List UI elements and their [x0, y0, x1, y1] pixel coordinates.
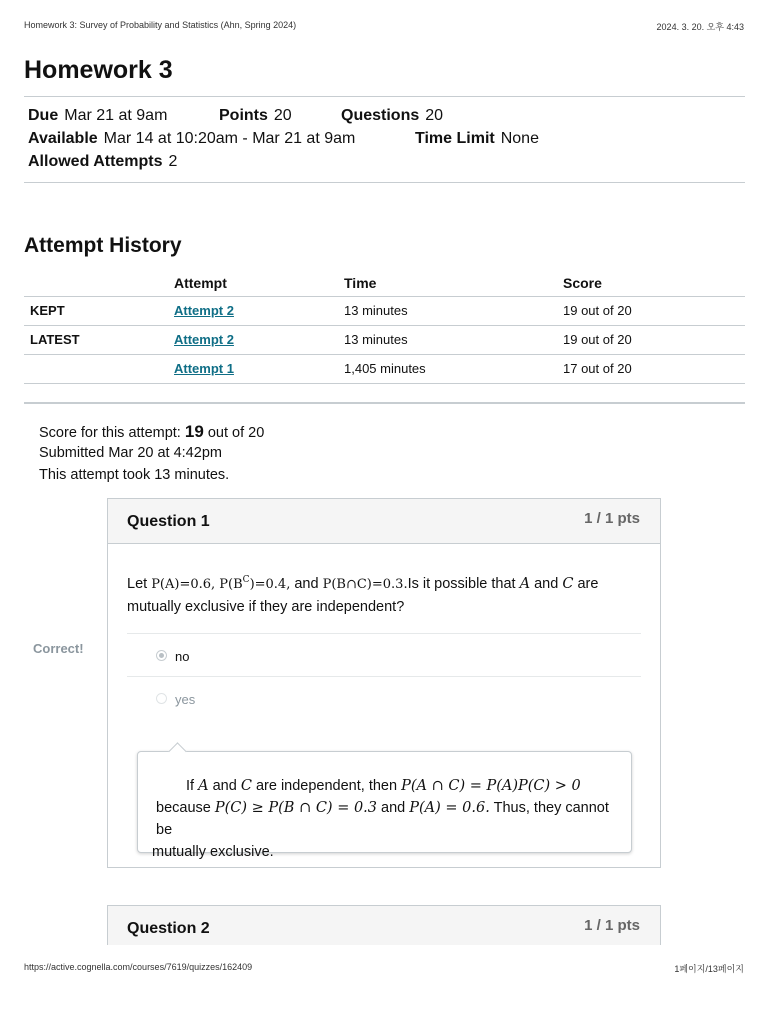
comment-text: Thus, they cannot be	[156, 800, 609, 838]
question-title: Question 1	[127, 513, 210, 530]
question-title: Question 2	[127, 920, 210, 937]
time-limit-label: Time Limit	[415, 130, 495, 147]
math-expression: P(A)=0.6, P(B	[151, 576, 243, 592]
answer-option-yes: yes	[175, 692, 196, 707]
attempt-score: 19 out of 20	[563, 325, 745, 354]
question-text	[127, 569, 627, 618]
due-label: Due	[28, 107, 59, 124]
available-value: Mar 14 at 10:20am - Mar 21 at 9am	[103, 130, 356, 147]
comment-text: mutually exclusive.	[152, 844, 274, 860]
answer-divider	[127, 676, 641, 677]
math-variable: C	[562, 575, 574, 592]
points-value: 20	[273, 107, 292, 124]
divider	[24, 96, 745, 97]
math-variable: A	[198, 778, 209, 794]
answer-comment	[137, 751, 632, 860]
attempt-history-title: Attempt History	[24, 234, 182, 257]
attempt-link[interactable]: Attempt 1	[174, 361, 234, 376]
comment-text: and	[377, 800, 410, 816]
print-header-title: Homework 3: Survey of Probability and Statistics (Ahn, Spring 2024)	[24, 20, 297, 30]
attempt-state: KEPT	[24, 296, 174, 325]
allowed-attempts-label: Allowed Attempts	[28, 153, 163, 170]
print-footer	[24, 962, 744, 974]
attempt-time: 1,405 minutes	[344, 354, 563, 383]
attempt-history-table	[24, 270, 745, 384]
comment-text: are independent, then	[251, 778, 402, 794]
attempt-score-summary	[39, 422, 264, 442]
math-variable: A	[519, 575, 531, 592]
answer-divider	[127, 633, 641, 634]
divider	[24, 402, 745, 404]
comment-text: because	[156, 800, 215, 816]
answer-option-no: no	[175, 649, 190, 664]
table-row	[24, 296, 745, 325]
math-variable: C	[240, 778, 252, 794]
comment-line	[152, 775, 617, 797]
points-detail	[219, 107, 292, 125]
attempt-time: 13 minutes	[344, 325, 563, 354]
score-header: Score	[563, 270, 745, 296]
comment-line	[152, 797, 617, 841]
score-suffix: out of 20	[203, 425, 265, 441]
points-label: Points	[219, 107, 268, 124]
available-label: Available	[28, 130, 98, 147]
attempt-score: 19 out of 20	[563, 296, 745, 325]
attempt-state: LATEST	[24, 325, 174, 354]
time-header: Time	[344, 270, 563, 296]
question-header	[108, 906, 660, 945]
page-url: https://active.cognella.com/courses/7619/quizzes/162409	[24, 962, 253, 972]
question-2-card	[107, 905, 661, 945]
question-points: 1 / 1 pts	[584, 510, 640, 527]
table-header-row	[24, 270, 745, 296]
score-prefix: Score for this attempt:	[39, 425, 185, 441]
question-text-part: Let	[127, 575, 152, 592]
question-header	[108, 499, 660, 544]
attempt-score: 17 out of 20	[563, 354, 745, 383]
print-header	[24, 20, 744, 32]
attempt-time: 13 minutes	[344, 296, 563, 325]
questions-detail	[341, 107, 443, 125]
state-header	[24, 270, 174, 296]
question-text-part: mutually exclusive if they are independent?	[127, 598, 405, 615]
due-value: Mar 21 at 9am	[64, 107, 168, 124]
attempt-duration: This attempt took 13 minutes.	[39, 467, 230, 483]
available-detail	[28, 130, 355, 148]
allowed-attempts-detail	[28, 153, 177, 171]
page-number: 1페이지/13페이지	[674, 964, 744, 974]
attempt-link[interactable]: Attempt 2	[174, 332, 234, 347]
question-1-card	[107, 498, 661, 868]
question-text-part: are	[573, 575, 599, 592]
quiz-details-row-1	[28, 107, 167, 125]
divider	[24, 182, 745, 183]
page-title: Homework 3	[24, 56, 173, 84]
allowed-attempts-value: 2	[168, 153, 178, 170]
questions-label: Questions	[341, 107, 420, 124]
attempt-header: Attempt	[174, 270, 344, 296]
attempt-link[interactable]: Attempt 2	[174, 303, 234, 318]
time-limit-detail	[415, 130, 539, 148]
math-expression: )=0.4,	[249, 576, 291, 592]
table-row	[24, 354, 745, 383]
question-text-part: and	[530, 575, 563, 592]
comment-text: and	[208, 778, 241, 794]
time-limit-value: None	[500, 130, 539, 147]
score-value: 19	[184, 422, 204, 441]
question-text-part: Is it possible that	[407, 575, 520, 592]
question-text-part: and	[290, 575, 323, 592]
correct-answer-label: Correct!	[33, 641, 84, 656]
math-expression: P(A) = 0.6.	[409, 800, 490, 816]
print-header-timestamp: 2024. 3. 20. 오후 4:43	[656, 22, 744, 32]
math-expression: P(A ∩ C) = P(A)P(C) > 0	[401, 778, 581, 794]
answer-radio-selected[interactable]	[156, 650, 167, 661]
math-expression: P(B∩C)=0.3.	[322, 576, 408, 592]
submitted-time: Submitted Mar 20 at 4:42pm	[39, 445, 222, 461]
answer-radio[interactable]	[156, 693, 167, 704]
question-points: 1 / 1 pts	[584, 917, 640, 934]
comment-text: If	[186, 778, 199, 794]
questions-value: 20	[425, 107, 444, 124]
attempt-state	[24, 354, 174, 383]
math-expression: P(C) ≥ P(B ∩ C) = 0.3	[214, 800, 378, 816]
table-row	[24, 325, 745, 354]
math-superscript: C	[242, 575, 250, 585]
